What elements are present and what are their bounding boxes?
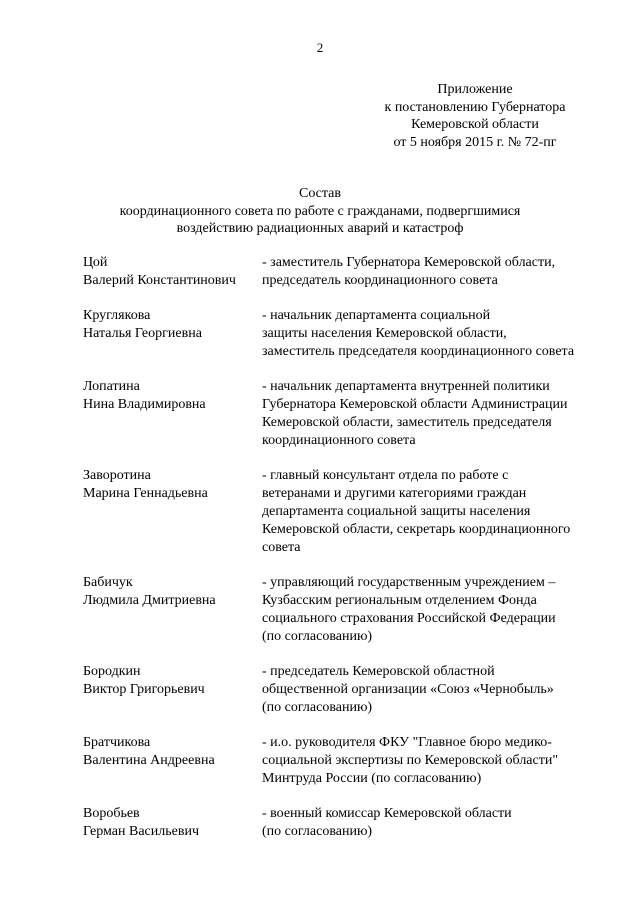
role-line: председатель координационного совета [262, 273, 498, 288]
member-name [83, 254, 262, 290]
role-line: (по согласованию) [262, 824, 373, 839]
member-name [83, 805, 262, 841]
member-surname: Воробьев [83, 806, 140, 821]
member-name [83, 734, 262, 770]
role-line: совета [262, 540, 301, 555]
title-line: Состав [298, 186, 341, 201]
role-line: - заместитель Губернатора Кемеровской области, [262, 255, 556, 270]
role-line: заместитель председателя координационного совета [262, 344, 575, 359]
page-number: 2 [316, 40, 324, 55]
role-line: Кемеровской области, заместитель председателя [262, 415, 552, 430]
role-line: - начальник департамента социальной [262, 308, 491, 323]
member-surname: Братчикова [83, 735, 151, 750]
role-line: защиты населения Кемеровской области, [262, 326, 507, 341]
title-line: воздействию радиационных аварий и катастроф [176, 221, 464, 236]
member-entry [83, 734, 613, 788]
role-line: социального страхования Российской Федерации [262, 611, 556, 626]
member-role [262, 307, 612, 361]
role-line: общественной организации «Союз «Чернобыль» [262, 682, 554, 697]
member-name [83, 574, 262, 610]
role-line: - управляющий государственным учреждением – [262, 575, 556, 590]
role-line: - военный комиссар Кемеровской области [262, 806, 512, 821]
member-entry [83, 307, 613, 361]
role-line: Губернатора Кемеровской области Администрации [262, 397, 568, 412]
role-line: - и.о. руководителя ФКУ "Главное бюро медико- [262, 735, 552, 750]
member-given-name: Валентина Андреевна [83, 753, 215, 768]
member-entry [83, 574, 613, 646]
member-role [262, 254, 612, 290]
member-role [262, 574, 612, 646]
member-given-name: Герман Васильевич [83, 824, 199, 839]
member-surname: Заворотина [83, 468, 151, 483]
member-surname: Бородкин [83, 664, 141, 679]
member-entry [83, 467, 613, 557]
appendix-line: от 5 ноября 2015 г. № 72-пг [393, 134, 557, 150]
member-role [262, 734, 612, 788]
member-role [262, 467, 612, 557]
role-line: - главный консультант отдела по работе с [262, 468, 509, 483]
member-given-name: Наталья Георгиевна [83, 326, 202, 341]
members-list [83, 254, 613, 858]
role-line: - начальник департамента внутренней политики [262, 379, 550, 394]
role-line: Минтруда России (по согласованию) [262, 771, 482, 786]
member-given-name: Виктор Григорьевич [83, 682, 205, 697]
document-title [80, 185, 560, 238]
member-role [262, 805, 612, 841]
role-line: координационного совета [262, 433, 416, 448]
role-line: (по согласованию) [262, 629, 373, 644]
member-entry [83, 663, 613, 717]
member-role [262, 663, 612, 717]
member-name [83, 307, 262, 343]
member-name [83, 467, 262, 503]
role-line: Кузбасским региональным отделением Фонда [262, 593, 537, 608]
appendix-header [360, 81, 590, 151]
role-line: Кемеровской области, секретарь координационного [262, 522, 571, 537]
role-line: - председатель Кемеровской областной [262, 664, 495, 679]
member-entry [83, 378, 613, 450]
title-line: координационного совета по работе с гражданами, подвергшимися [119, 203, 521, 219]
role-line: департамента социальной защиты населения [262, 504, 531, 519]
member-surname: Бабичук [83, 575, 133, 590]
role-line: социальной экспертизы по Кемеровской области" [262, 753, 559, 768]
appendix-line: Кемеровской области [411, 117, 539, 132]
role-line: (по согласованию) [262, 700, 373, 715]
member-surname: Лопатина [83, 379, 140, 394]
appendix-line: Приложение [437, 82, 513, 97]
role-line: ветеранами и другими категориями граждан [262, 486, 527, 501]
member-name [83, 663, 262, 699]
member-role [262, 378, 612, 450]
member-given-name: Нина Владимировна [83, 397, 206, 412]
member-name [83, 378, 262, 414]
member-given-name: Валерий Константинович [83, 273, 236, 288]
member-surname: Цой [83, 255, 108, 270]
member-surname: Круглякова [83, 308, 151, 323]
member-entry [83, 805, 613, 841]
appendix-line: к постановлению Губернатора [384, 99, 566, 115]
member-given-name: Людмила Дмитриевна [83, 593, 216, 608]
member-entry [83, 254, 613, 290]
member-given-name: Марина Геннадьевна [83, 486, 208, 501]
